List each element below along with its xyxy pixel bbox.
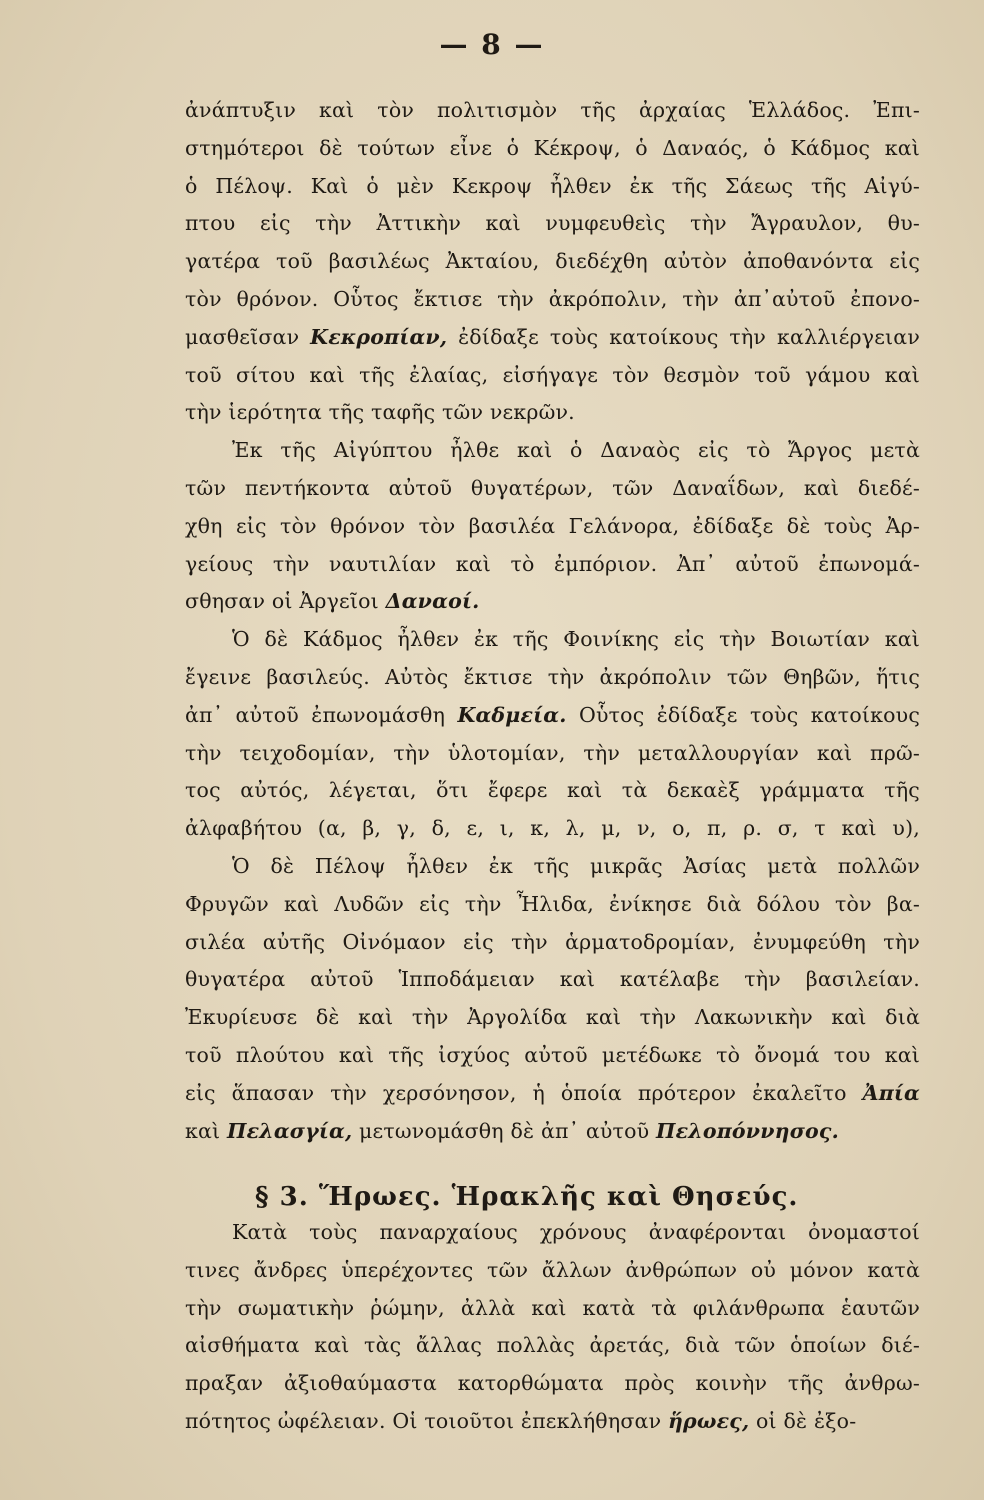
- text-span: Ἐκυρίευσε δὲ καὶ τὴν Ἀργολίδα καὶ τὴν Λακωνικὴν καὶ διὰ: [185, 1005, 920, 1030]
- text-line: [185, 740, 920, 765]
- text-line: [185, 1295, 920, 1320]
- text-line: [185, 591, 920, 612]
- text-span: τὴν σωματικὴν ῥώμην, ἀλλὰ καὶ κατὰ τὰ φιλάνθρωπα ἑαυτῶν: [185, 1295, 920, 1320]
- text-line: [185, 667, 920, 688]
- emphasized-term: Πελασγία,: [227, 1118, 353, 1143]
- text-line: [185, 213, 920, 234]
- text-line: [185, 1257, 920, 1282]
- text-line: [185, 362, 920, 387]
- page-number: — 8 —: [439, 28, 545, 61]
- text-span: χθη εἰς τὸν θρόνον τὸν βασιλέα Γελάνορα, ἐδίδαξε δὲ τοὺς Ἀρ-: [185, 513, 920, 538]
- text-span: τοῦ πλούτου καὶ τῆς ἰσχύος αὐτοῦ μετέδωκε τὸ ὄνομά του καὶ: [185, 1043, 920, 1067]
- text-span: ἀπ᾽ αὐτοῦ ἐπωνομάσθη: [185, 702, 458, 727]
- text-span: Κατὰ τοὺς παναρχαίους χρόνους ἀναφέρονται ὀνομαστοί: [232, 1220, 920, 1244]
- text-span: τὴν ἱερότητα τῆς ταφῆς τῶν νεκρῶν.: [185, 400, 575, 425]
- text-span: πραξαν ἀξιοθαύμαστα κατορθώματα πρὸς κοινὴν τῆς ἀνθρω-: [185, 1371, 920, 1396]
- text-line: [232, 629, 920, 650]
- text-line: [185, 1045, 920, 1066]
- text-line: [185, 780, 920, 801]
- text-span: αἰσθήματα καὶ τὰς ἄλλας πολλὰς ἀρετάς, διὰ τῶν ὁποίων διέ-: [185, 1333, 920, 1358]
- text-span: μετωνομάσθη δὲ ἀπ᾽ αὐτοῦ: [352, 1118, 657, 1143]
- emphasized-term: Ἀπία: [862, 1080, 920, 1105]
- text-line: [185, 891, 920, 916]
- text-line: [185, 702, 920, 727]
- text-span: Ἐκ τῆς Αἰγύπτου ἦλθε καὶ ὁ Δαναὸς εἰς τὸ Ἄργος μετὰ: [232, 438, 920, 463]
- text-line: [185, 929, 920, 954]
- emphasized-term: Καδμεία.: [457, 702, 567, 727]
- text-line: [232, 1222, 920, 1243]
- text-line: [185, 1080, 920, 1105]
- text-line: [185, 289, 920, 310]
- emphasized-term: Πελοπόννησος.: [656, 1118, 839, 1143]
- text-span: ἐδίδαξε τοὺς κατοίκους τὴν καλλιέργειαν: [447, 324, 920, 349]
- text-span: τοῦ σίτου καὶ τῆς ἐλαίας, εἰσήγαγε τὸν θεσμὸν τοῦ γάμου καὶ: [185, 362, 920, 387]
- text-span: σθησαν οἱ Ἀργεῖοι: [185, 589, 386, 614]
- text-span: τος αὐτός, λέγεται, ὅτι ἔφερε καὶ τὰ δεκαὲξ γράμματα τῆς: [185, 778, 920, 803]
- text-line: [185, 1411, 920, 1432]
- text-line: [185, 1335, 920, 1356]
- text-line: [232, 440, 920, 461]
- text-span: εἰς ἅπασαν τὴν χερσόνησον, ἡ ὁποία πρότερον ἐκαλεῖτο: [185, 1080, 863, 1105]
- text-span: τὸν θρόνον. Οὗτος ἔκτισε τὴν ἀκρόπολιν, τὴν ἀπ᾽αὐτοῦ ἐπονο-: [185, 287, 920, 311]
- text-span: ἀνάπτυξιν καὶ τὸν πολιτισμὸν τῆς ἀρχαίας Ἑλλάδος. Ἐπι-: [185, 98, 920, 122]
- text-span: τὴν τειχοδομίαν, τὴν ὑλοτομίαν, τὴν μεταλλουργίαν καὶ πρῶ-: [185, 740, 920, 765]
- text-span: τινες ἄνδρες ὑπερέχοντες τῶν ἄλλων ἀνθρώπων οὐ μόνον κατὰ: [185, 1257, 920, 1282]
- text-line: [185, 100, 920, 121]
- section-heading: § 3. Ἥρωες. Ἡρακλῆς καὶ Θησεύς.: [255, 1182, 799, 1212]
- text-line: [185, 324, 920, 349]
- emphasized-term: Δαναοί.: [385, 589, 480, 614]
- emphasized-term: ἥρωες,: [667, 1409, 750, 1433]
- text-line: [185, 402, 920, 423]
- text-line: [185, 1007, 920, 1028]
- text-line: [185, 1373, 920, 1394]
- text-span: καὶ: [185, 1118, 228, 1143]
- text-line: [185, 969, 920, 990]
- text-line: [185, 251, 920, 272]
- text-span: Ὁ δὲ Πέλοψ ἦλθεν ἐκ τῆς μικρᾶς Ἀσίας μετὰ πολλῶν: [232, 854, 920, 878]
- emphasized-term: Κεκροπίαν,: [310, 324, 448, 349]
- text-line: [185, 818, 920, 839]
- text-span: στημότεροι δὲ τούτων εἶνε ὁ Κέκροψ, ὁ Δαναός, ὁ Κάδμος καὶ: [185, 135, 920, 160]
- text-span: θυγατέρα αὐτοῦ Ἱπποδάμειαν καὶ κατέλαβε τὴν βασιλείαν.: [185, 967, 920, 992]
- text-span: γατέρα τοῦ βασιλέως Ἀκταίου, διεδέχθη αὐτὸν ἀποθανόντα εἰς: [185, 249, 920, 274]
- text-line: [185, 135, 920, 160]
- text-line: [185, 1118, 920, 1143]
- text-line: [185, 173, 920, 198]
- text-span: ὁ Πέλοψ. Καὶ ὁ μὲν Κεκροψ ἦλθεν ἐκ τῆς Σάεως τῆς Αἰγύ-: [185, 173, 920, 198]
- text-span: ἀλφαβήτου (α, β, γ, δ, ε, ι, κ, λ, μ, ν, ο, π, ρ. σ, τ καὶ υ),: [185, 816, 920, 841]
- text-span: μασθεῖσαν: [185, 324, 311, 349]
- text-span: πότητος ὠφέλειαν. Οἱ τοιοῦτοι ἐπεκλήθησαν: [185, 1409, 668, 1433]
- text-span: οἱ δὲ ἐξο-: [749, 1409, 857, 1433]
- text-line: [185, 551, 920, 576]
- text-span: γείους τὴν ναυτιλίαν καὶ τὸ ἐμπόριον. Ἀπ᾽ αὐτοῦ ἐπωνομά-: [185, 551, 920, 576]
- text-span: Ὁ δὲ Κάδμος ἦλθεν ἐκ τῆς Φοινίκης εἰς τὴν Βοιωτίαν καὶ: [232, 627, 920, 652]
- text-line: [232, 856, 920, 877]
- text-span: Οὗτος ἐδίδαξε τοὺς κατοίκους: [566, 702, 920, 727]
- text-span: τῶν πεντήκοντα αὐτοῦ θυγατέρων, τῶν Δαναΐδων, καὶ διεδέ-: [185, 476, 920, 500]
- text-line: [185, 513, 920, 538]
- text-span: ἔγεινε βασιλεύς. Αὐτὸς ἔκτισε τὴν ἀκρόπολιν τῶν Θηβῶν, ἥτις: [185, 665, 920, 689]
- text-span: Φρυγῶν καὶ Λυδῶν εἰς τὴν Ἦλιδα, ἐνίκησε διὰ δόλου τὸν βα-: [185, 891, 920, 916]
- text-span: πτου εἰς τὴν Ἀττικὴν καὶ νυμφευθεὶς τὴν Ἄγραυλον, θυ-: [185, 211, 920, 236]
- text-span: σιλέα αὐτῆς Οἰνόμαον εἰς τὴν ἁρματοδρομίαν, ἐνυμφεύθη τὴν: [185, 929, 920, 954]
- text-line: [185, 478, 920, 499]
